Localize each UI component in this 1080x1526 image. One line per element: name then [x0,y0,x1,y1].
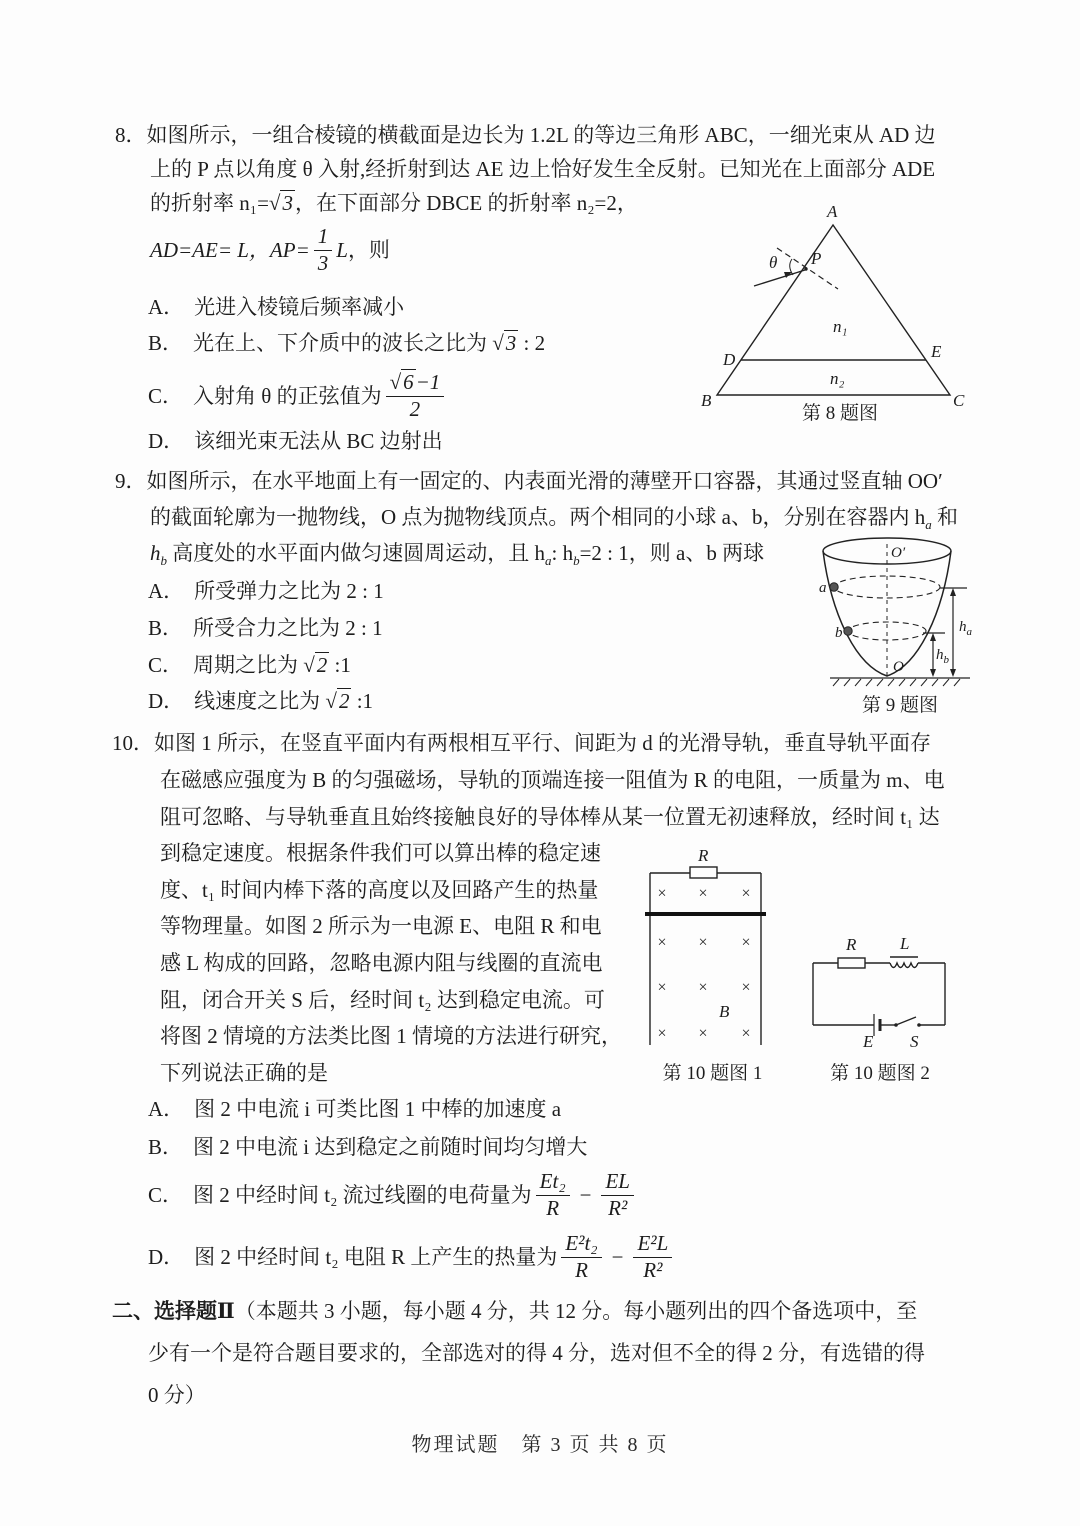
q9-option-a: A． 所受弹力之比为 2 : 1 [148,579,384,603]
svg-text:×: × [698,885,708,902]
q10-figure1-caption: 第 10 题图 1 [662,1063,763,1084]
label-P: P [811,249,822,268]
label-A: A [827,202,838,221]
ball-a [830,583,838,591]
label-R: R [698,846,709,865]
label-O: O [893,659,904,675]
svg-text:×: × [698,979,708,996]
section2-title: 二、选择题Ⅱ [112,1299,235,1323]
q9-line-1: 9．如图所示，在水平地面上有一固定的、内表面光滑的薄壁开口容器，其通过竖直轴 OO′ [115,464,943,498]
q9-figure-caption: 第 9 题图 [861,695,938,716]
q10-col-line-5: 阻，闭合开关 S 后，经时间 t₂ 达到稳定电流。可 [160,988,605,1012]
svg-text:×: × [657,885,667,902]
fraction-one-third: $\frac{1}{3}$ [314,224,333,275]
q9-number: 9． [115,469,147,493]
label-B: B [701,391,712,407]
sqrt-2: √2 [303,653,328,677]
q8-figure-prism [695,192,995,407]
q8-option-a: A． 光进入棱镜后频率减小 [148,295,405,319]
fraction-E2t2-over-R: $\frac{\text{E²t₂}}{R}$ [561,1231,601,1282]
fraction-sqrt6-minus-1-over-2: $\frac{√6-1}{2}$ [386,370,445,421]
q8-option-b: B． 光在上、下介质中的波长之比为 √3 : 2 [148,326,545,360]
svg-text:×: × [741,934,751,951]
sqrt-2: √2 [325,689,350,713]
fraction-E2L-over-R2: $\frac{\text{E²L}}{\text{R²}}$ [633,1231,672,1282]
label-hb: $h_b$ [936,647,949,666]
svg-text:×: × [657,979,667,996]
q8-line-3: 的折射率 n₁=√3，在下面部分 DBCE 的折射率 n₂=2， [150,186,638,220]
label-a: a [819,580,827,596]
q10-number: 10． [112,731,154,755]
sqrt-3: √3 [492,331,517,355]
svg-text:×: × [741,979,751,996]
q8-option-d: D． 该细光束无法从 BC 边射出 [148,429,443,453]
label-ha: $h_a$ [959,619,972,638]
page-footer: 物理试题 第 3 页 共 8 页 [411,1434,669,1456]
svg-text:×: × [698,1025,708,1042]
label-n2: n₂ [830,369,845,388]
circuit-wires [813,957,945,1025]
label-b: b [835,625,843,641]
ground [830,678,970,686]
q10-option-b: B． 图 2 中电流 i 达到稳定之前随时间均匀增大 [148,1135,588,1159]
ball-b [844,627,852,635]
label-B: B [719,1002,730,1021]
q8-option-c: C． 入射角 θ 的正弦值为 $\frac{√6-1}{2}$ [148,364,448,428]
label-C: C [953,391,965,407]
q9-option-b: B． 所受合力之比为 2 : 1 [148,616,383,640]
q10-figure1-rails [645,845,775,1050]
section2-line-2: 少有一个是符合题目要求的，全部选对的得 4 分，选对但不全的得 2 分，有选错的得 [148,1341,925,1365]
q10-option-c: C． 图 2 中经时间 t₂ 流过线圈的电荷量为 $\frac{\text{Et₂}}{R}$ − $\frac{EL}{\text{R²}}$ [148,1163,638,1227]
q10-col-line-3: 等物理量。如图 2 所示为一电源 E、电阻 R 和电 [160,914,602,938]
battery-symbol [874,1014,880,1036]
q8-given: AD=AE= L，AP= $\frac{1}{3}$ L ，则 [150,224,390,275]
q8-number: 8． [115,123,147,147]
fraction-EL-over-R2: $\frac{EL}{\text{R²}}$ [601,1169,634,1220]
label-L: L [900,935,910,953]
q8-line-1: 8．如图所示，一组合棱镜的横截面是边长为 1.2L 的等边三角形 ABC，一细光束从 AD 边 [115,118,936,152]
field-crosses [657,885,750,1042]
q10-col-line-1: 到稳定速度。根据条件我们可以算出棒的稳定速 [160,841,601,865]
label-O-prime: O′ [891,545,906,561]
sqrt-3: √3 [268,191,293,215]
q10-col-line-2: 度、t₁ 时间内棒下落的高度以及回路产生的热量 [160,878,599,902]
label-n1: n₁ [833,317,848,336]
svg-text:×: × [698,934,708,951]
label-E: E [863,1032,874,1051]
svg-text:×: × [741,1025,751,1042]
q10-figure2-circuit [808,935,953,1053]
q10-line-2: 在磁感应强度为 B 的匀强磁场，导轨的顶端连接一阻值为 R 的电阻，一质量为 m、电 [160,768,945,792]
q9-option-d: D． 线速度之比为 √2 :1 [148,684,373,718]
switch-symbol [894,1017,921,1027]
q10-col-line-6: 将图 2 情境的方法类比图 1 情境的方法进行研究， [160,1024,622,1048]
svg-text:×: × [657,1025,667,1042]
q10-col-line-4: 感 L 构成的回路，忽略电源内阻与线圈的直流电 [160,951,603,975]
label-E: E [931,342,942,361]
q10-option-d: D． 图 2 中经时间 t₂ 电阻 R 上产生的热量为 $\frac{\text{E²t₂}}{R}$ − $\frac{\text{E²L}}{\text{R²}}$ [148,1225,676,1289]
section2-line-1: 二、选择题Ⅱ（本题共 3 小题，每小题 4 分，共 12 分。每小题列出的四个备选项中，至 [112,1299,918,1323]
q10-line-3: 阻可忽略、与导轨垂直且始终接触良好的导体棒从某一位置无初速释放，经时间 t₁ 达 [160,805,940,829]
label-S: S [910,1032,919,1051]
q10-col-line-7: 下列说法正确的是 [160,1061,328,1085]
q10-option-a: A． 图 2 中电流 i 可类比图 1 中棒的加速度 a [148,1097,562,1121]
q10-line-1: 10．如图 1 所示，在竖直平面内有两根相互平行、间距为 d 的光滑导轨，垂直导轨平面存 [112,726,931,760]
q8-figure-caption: 第 8 题图 [801,403,878,424]
sqrt-6: √6 [389,370,414,395]
fraction-Et2-over-R: $\frac{\text{Et₂}}{R}$ [536,1169,570,1220]
point-P-dot [804,267,807,270]
label-theta: θ [769,253,778,272]
q10-figure2-caption: 第 10 题图 2 [830,1063,930,1084]
q9-line-3: $h_b$ 高度处的水平面内做匀速圆周运动，且 $h_a$: $h_b=2$ : 1，则 a、b 两球 [150,541,765,569]
q9-option-c: C． 周期之比为 √2 :1 [148,648,351,682]
q9-figure-bowl [795,528,1050,693]
q8-line-2: 上的 P 点以角度 θ 入射,经折射到达 AE 边上恰好发生全反射。已知光在上面部分 ADE [150,157,936,181]
label-R: R [846,935,857,954]
svg-text:×: × [741,885,751,902]
label-D: D [723,350,736,369]
q9-line-2: 的截面轮廓为一抛物线，O 点为抛物线顶点。两个相同的小球 a、b，分别在容器内 $h_a$ 和 [150,505,958,533]
svg-text:×: × [657,934,667,951]
section2-line-3: 0 分） [148,1383,206,1407]
